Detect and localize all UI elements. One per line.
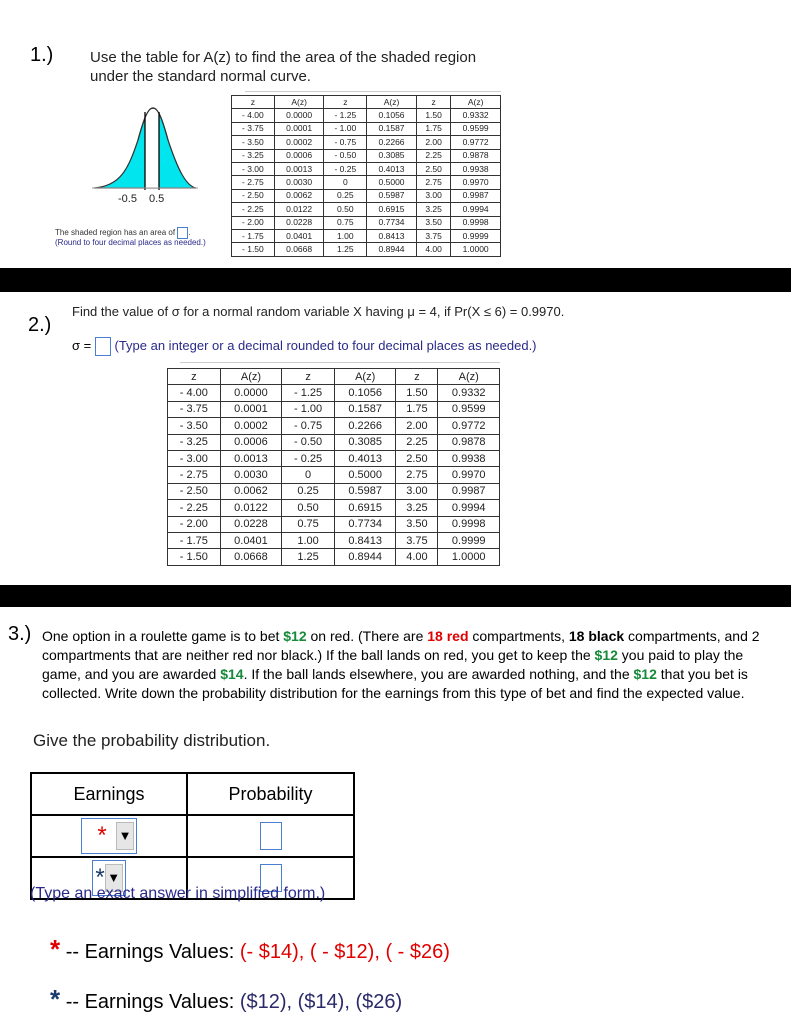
note-1-values: (- $14), ( - $12), ( - $26)	[239, 941, 450, 963]
table-row	[232, 149, 501, 162]
text-segment: on red. (There are	[306, 628, 428, 644]
column-header: z	[168, 369, 221, 385]
table-cell: 0.1056	[334, 385, 396, 401]
table-cell: 0.4013	[367, 162, 417, 175]
header-earnings: Earnings	[31, 773, 187, 815]
table-cell: 2.50	[416, 162, 450, 175]
table-cell: 1.0000	[438, 549, 500, 565]
table-cell: - 1.50	[168, 549, 221, 565]
column-header: A(z)	[334, 369, 396, 385]
table-cell: 3.00	[396, 483, 438, 499]
table-row	[232, 136, 501, 149]
red-star-icon: *	[50, 934, 61, 964]
table-cell: 0.75	[324, 216, 367, 229]
table-cell: 0.0401	[220, 532, 282, 548]
table-cell: - 4.00	[232, 109, 275, 122]
column-header: z	[396, 369, 438, 385]
table-cell: - 3.75	[168, 401, 221, 417]
table-cell: 0.0062	[274, 189, 324, 202]
table-cell: - 1.50	[232, 243, 275, 256]
column-header: A(z)	[451, 96, 501, 109]
table-cell: 0.9998	[451, 216, 501, 229]
table-row	[168, 434, 500, 450]
table-cell: 0.0013	[220, 450, 282, 466]
table-cell: 0.9970	[451, 176, 501, 189]
table-cell: 0.0001	[274, 122, 324, 135]
table-cell: 0.0002	[274, 136, 324, 149]
table-cell: 3.75	[396, 532, 438, 548]
table-cell: 0.0401	[274, 229, 324, 242]
table-cell: 1.75	[416, 122, 450, 135]
table-cell: 0.50	[324, 203, 367, 216]
highlight-bold: 18 black	[568, 628, 625, 644]
table-cell: 3.00	[416, 189, 450, 202]
table-cell: - 0.75	[324, 136, 367, 149]
table-cell: - 2.00	[232, 216, 275, 229]
table-cell: 0.7734	[334, 516, 396, 532]
text-segment: One option in a roulette game is to bet	[42, 628, 284, 644]
normal-curve-graph	[90, 100, 200, 190]
highlight-green: $12	[594, 647, 618, 663]
table-cell: 4.00	[396, 549, 438, 565]
table-cell: 1.25	[324, 243, 367, 256]
table-cell: 2.25	[416, 149, 450, 162]
table-cell: - 1.00	[282, 401, 335, 417]
unshaded-center	[145, 109, 159, 188]
earnings-dropdown-1[interactable]	[81, 818, 137, 854]
column-header: z	[324, 96, 367, 109]
header-probability: Probability	[187, 773, 354, 815]
table-cell: - 2.75	[168, 467, 221, 483]
table-cell: 0.1587	[334, 401, 396, 417]
q1-answer-suffix: .	[188, 228, 191, 238]
sigma-input[interactable]	[95, 337, 111, 356]
sigma-label: σ =	[72, 337, 92, 353]
table-row	[232, 122, 501, 135]
table-cell: 0.6915	[334, 500, 396, 516]
divider	[180, 362, 500, 363]
table-cell: 2.00	[416, 136, 450, 149]
table-cell: 0.8944	[367, 243, 417, 256]
divider	[245, 91, 501, 92]
q2-hint: (Type an integer or a decimal rounded to four decimal places as needed.)	[114, 337, 537, 353]
table-cell: 0.9332	[451, 109, 501, 122]
highlight-red: 18 red	[427, 628, 469, 644]
table-cell: 2.25	[396, 434, 438, 450]
table-cell: - 1.75	[168, 532, 221, 548]
table-cell: 3.25	[396, 500, 438, 516]
table-cell: - 1.75	[232, 229, 275, 242]
table-cell: 0.0062	[220, 483, 282, 499]
table-cell: 0.9987	[438, 483, 500, 499]
table-cell: 0.0228	[220, 516, 282, 532]
table-row	[232, 216, 501, 229]
table-row	[168, 500, 500, 516]
table-cell: 0.9998	[438, 516, 500, 532]
note-negative-earnings	[50, 934, 450, 965]
table-cell: - 0.50	[324, 149, 367, 162]
question-3-number: 3.)	[8, 623, 32, 645]
table-cell: 0.1056	[367, 109, 417, 122]
red-star-icon: *	[97, 822, 107, 849]
table-cell: 0.0013	[274, 162, 324, 175]
table-cell: 2.75	[396, 467, 438, 483]
table-cell: 1.50	[416, 109, 450, 122]
graph-label-left: -0.5	[118, 193, 137, 205]
table-cell: 3.50	[396, 516, 438, 532]
table-cell: - 2.25	[232, 203, 275, 216]
az-table-2	[167, 368, 500, 566]
table-cell: 0.0006	[274, 149, 324, 162]
table-cell: 3.50	[416, 216, 450, 229]
table-cell: 0.1587	[367, 122, 417, 135]
table-cell: 0.6915	[367, 203, 417, 216]
table-cell: 0.2266	[334, 418, 396, 434]
table-row	[168, 532, 500, 548]
note-positive-earnings	[50, 984, 402, 1015]
table-cell: - 0.25	[282, 450, 335, 466]
q3-hint: (Type an exact answer in simplified form.)	[30, 885, 326, 902]
table-cell: 0	[324, 176, 367, 189]
table-cell: 0.9772	[438, 418, 500, 434]
table-cell: 0.0001	[220, 401, 282, 417]
q1-answer-text: The shaded region has an area of	[55, 228, 176, 238]
text-segment: that you bet is collected. Write down the probability distribution for the earnings from this type of bet and find the expected value.	[42, 666, 748, 701]
table-row	[232, 176, 501, 189]
table-cell: - 1.00	[324, 122, 367, 135]
column-header: A(z)	[367, 96, 417, 109]
table-cell: 0	[282, 467, 335, 483]
table-cell: 0.8944	[334, 549, 396, 565]
table-cell: 0.8413	[367, 229, 417, 242]
table-row	[232, 203, 501, 216]
text-segment: compartments,	[468, 628, 569, 644]
table-cell: 0.0006	[220, 434, 282, 450]
table-cell: - 1.25	[324, 109, 367, 122]
table-row	[232, 162, 501, 175]
text-segment: you paid to play the game, and you are awarded	[42, 647, 744, 682]
table-row	[232, 189, 501, 202]
table-cell: 0.5987	[367, 189, 417, 202]
table-cell: 2.75	[416, 176, 450, 189]
table-cell: 0.3085	[334, 434, 396, 450]
highlight-green: $12	[283, 628, 307, 644]
table-cell: 0.9938	[438, 450, 500, 466]
table-cell: 0.9999	[438, 532, 500, 548]
table-header-row	[232, 96, 501, 109]
table-cell: 0.9994	[438, 500, 500, 516]
table-cell: 0.0000	[220, 385, 282, 401]
table-cell: 3.25	[416, 203, 450, 216]
table-cell: - 3.50	[232, 136, 275, 149]
question-3-prompt	[42, 627, 772, 703]
table-cell: - 2.50	[232, 189, 275, 202]
table-cell: 0.9599	[451, 122, 501, 135]
table-row	[168, 385, 500, 401]
table-cell: - 3.25	[232, 149, 275, 162]
table-cell: 0.0000	[274, 109, 324, 122]
table-cell: 0.0122	[274, 203, 324, 216]
table-row	[168, 483, 500, 499]
table-cell: - 2.50	[168, 483, 221, 499]
table-cell: 4.00	[416, 243, 450, 256]
table-cell: 1.00	[282, 532, 335, 548]
table-cell: - 2.75	[232, 176, 275, 189]
table-cell: - 3.25	[168, 434, 221, 450]
table-cell: 0.0668	[274, 243, 324, 256]
table-cell: 0.25	[324, 189, 367, 202]
table-cell: - 0.25	[324, 162, 367, 175]
q3-subheading: Give the probability distribution.	[33, 731, 271, 750]
graph-label-right: 0.5	[149, 193, 165, 205]
table-row	[168, 549, 500, 565]
table-cell: 1.75	[396, 401, 438, 417]
table-cell: 0.4013	[334, 450, 396, 466]
table-cell: - 3.00	[232, 162, 275, 175]
table-cell: - 2.25	[168, 500, 221, 516]
table-cell: 0.0668	[220, 549, 282, 565]
note-2-values: ($12), ($14), ($26)	[239, 991, 403, 1013]
table-cell: - 3.00	[168, 450, 221, 466]
column-header: z	[232, 96, 275, 109]
text-segment: . If the ball lands elsewhere, you are awarded nothing, and the	[243, 666, 634, 682]
table-cell: 0.9878	[451, 149, 501, 162]
note-2-label: -- Earnings Values:	[65, 991, 235, 1013]
text-segment: compartments, and 2 compartments that are neither red nor black.) If the ball lands on red, you get to keep the	[42, 628, 760, 663]
table-cell: - 0.75	[282, 418, 335, 434]
table-cell: 0.9999	[451, 229, 501, 242]
table-cell: - 2.00	[168, 516, 221, 532]
navy-star-icon: *	[50, 984, 61, 1014]
column-header: z	[416, 96, 450, 109]
table-cell: 0.0122	[220, 500, 282, 516]
table-cell: 0.9970	[438, 467, 500, 483]
dropdown-arrow-icon: ▼	[105, 864, 123, 892]
table-cell: 0.0030	[274, 176, 324, 189]
question-2-prompt: Find the value of σ for a normal random variable X having μ = 4, if Pr(X ≤ 6) = 0.9970.	[72, 304, 565, 319]
column-header: A(z)	[220, 369, 282, 385]
table-row	[168, 467, 500, 483]
table-row	[232, 229, 501, 242]
table-cell: 1.00	[324, 229, 367, 242]
table-cell: 0.25	[282, 483, 335, 499]
probability-input-1[interactable]	[260, 822, 282, 850]
note-1-label: -- Earnings Values:	[65, 941, 235, 963]
column-header: A(z)	[438, 369, 500, 385]
question-1-prompt: Use the table for A(z) to find the area of the shaded region under the standard normal curve.	[90, 49, 477, 85]
table-cell: - 4.00	[168, 385, 221, 401]
q1-hint: (Round to four decimal places as needed.)	[55, 238, 206, 247]
navy-star-icon: *	[95, 864, 105, 891]
table-cell: 0.9332	[438, 385, 500, 401]
dropdown-arrow-icon: ▼	[116, 822, 134, 850]
table-cell: 0.0002	[220, 418, 282, 434]
table-cell: - 3.50	[168, 418, 221, 434]
table-cell: - 3.75	[232, 122, 275, 135]
table-row	[168, 418, 500, 434]
table-cell: 3.75	[416, 229, 450, 242]
table-cell: 1.50	[396, 385, 438, 401]
highlight-green: $12	[633, 666, 657, 682]
column-header: z	[282, 369, 335, 385]
highlight-green: $14	[220, 666, 244, 682]
az-table-1	[231, 95, 501, 257]
table-cell: 0.9878	[438, 434, 500, 450]
probability-distribution-table	[30, 772, 355, 900]
table-cell: 0.9987	[451, 189, 501, 202]
table-cell: 0.9938	[451, 162, 501, 175]
table-cell: 2.00	[396, 418, 438, 434]
separator-bar	[0, 585, 791, 607]
table-row	[168, 516, 500, 532]
table-cell: 0.9599	[438, 401, 500, 417]
table-cell: 0.75	[282, 516, 335, 532]
table-cell: 0.7734	[367, 216, 417, 229]
table-cell: 1.25	[282, 549, 335, 565]
table-cell: - 0.50	[282, 434, 335, 450]
table-cell: 2.50	[396, 450, 438, 466]
table-cell: 0.5987	[334, 483, 396, 499]
table-cell: 0.9772	[451, 136, 501, 149]
table-cell: - 1.25	[282, 385, 335, 401]
table-cell: 1.0000	[451, 243, 501, 256]
table-row	[168, 401, 500, 417]
table-cell: 0.0030	[220, 467, 282, 483]
separator-bar	[0, 268, 791, 292]
table-cell: 0.50	[282, 500, 335, 516]
question-2-number: 2.)	[28, 314, 52, 336]
table-cell: 0.5000	[367, 176, 417, 189]
table-cell: 0.5000	[334, 467, 396, 483]
table-row	[232, 243, 501, 256]
table-cell: 0.8413	[334, 532, 396, 548]
table-cell: 0.9994	[451, 203, 501, 216]
column-header: A(z)	[274, 96, 324, 109]
q2-answer-line	[72, 337, 537, 356]
table-header-row	[168, 369, 500, 385]
table-row	[232, 109, 501, 122]
table-row	[168, 450, 500, 466]
table-cell: 0.3085	[367, 149, 417, 162]
question-1-number: 1.)	[30, 44, 54, 66]
table-cell: 0.0228	[274, 216, 324, 229]
table-cell: 0.2266	[367, 136, 417, 149]
